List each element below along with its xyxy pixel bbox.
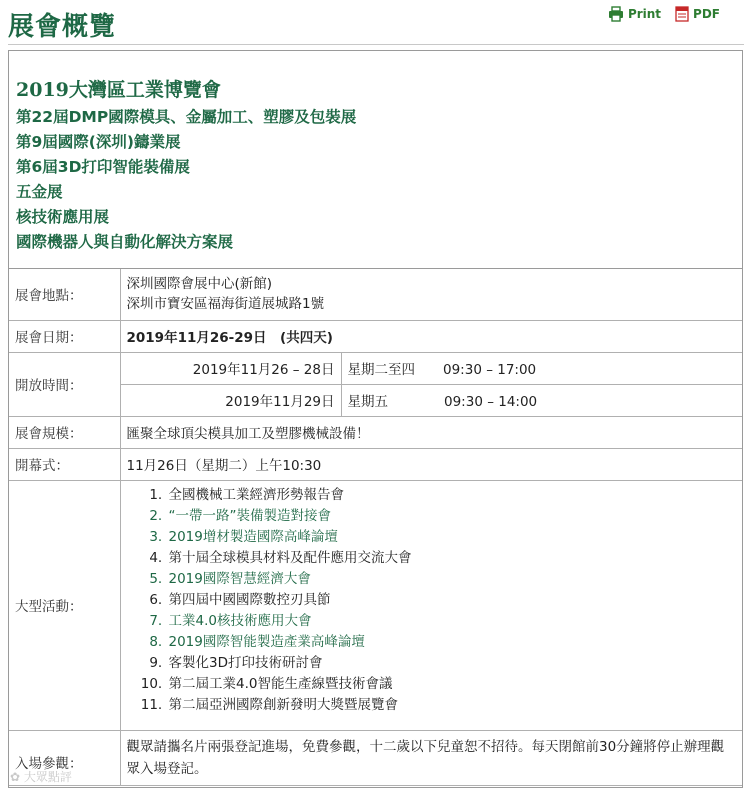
hours-detail	[341, 352, 742, 384]
events-list	[127, 485, 737, 716]
table-row	[9, 480, 742, 730]
hours-time: 09:30 – 14:00	[444, 394, 538, 410]
overview-box	[8, 50, 743, 788]
table-row	[9, 448, 742, 480]
hours-date: 2019年11月26 – 28日	[120, 352, 341, 384]
info-table	[9, 269, 742, 786]
list-item: 6. 第四屆中國國際數控刃具節	[167, 590, 737, 611]
event-link[interactable]: 3. 2019增材製造國際高峰論壇	[167, 527, 737, 548]
print-label: Print	[627, 7, 662, 21]
hours-days: 星期二至四	[347, 362, 415, 378]
list-item: 9. 客製化3D打印技術研討會	[167, 653, 737, 674]
pdf-label: PDF	[693, 7, 720, 21]
exhibition-subtitle: 核技術應用展	[16, 208, 110, 226]
events-cell	[120, 480, 742, 730]
print-button[interactable]	[608, 6, 661, 22]
admission-value: 觀眾請攜名片兩張登記進場，免費參觀，十二歲以下兒童恕不招待。每天閉館前30分鐘將停止辦理觀眾入場登記。	[120, 730, 742, 785]
venue-name: 深圳國際會展中心(新館)	[126, 276, 273, 293]
printer-icon	[608, 6, 624, 22]
list-item: 10. 第二屆工業4.0智能生產線暨技術會議	[167, 674, 737, 695]
scale-label: 展會規模：	[9, 416, 120, 448]
table-row	[9, 320, 742, 352]
table-row	[9, 269, 742, 320]
opening-value: 11月26日（星期二）上午10:30	[120, 448, 742, 480]
events-label: 大型活動：	[9, 480, 120, 730]
date-value: 2019年11月26-29日 (共四天)	[120, 320, 742, 352]
title-divider	[8, 44, 744, 45]
page-title: 展會概覽	[8, 12, 117, 42]
hours-time: 09:30 – 17:00	[443, 362, 537, 378]
pdf-button[interactable]	[675, 6, 720, 22]
exhibition-subtitle: 第9屆國際(深圳)鑄業展	[16, 133, 181, 151]
venue-label: 展會地點：	[9, 269, 120, 320]
list-item: 1. 全國機械工業經濟形勢報告會	[167, 485, 737, 506]
exhibition-header	[9, 51, 742, 269]
exhibition-subtitle: 第6屆3D打印智能裝備展	[16, 158, 190, 176]
date-label: 展會日期：	[9, 320, 120, 352]
scale-value: 匯聚全球頂尖模具加工及塑膠機械設備！	[120, 416, 742, 448]
hours-days: 星期五	[347, 394, 388, 410]
hours-label: 開放時間：	[9, 352, 120, 416]
hours-detail	[341, 384, 742, 416]
watermark-text: 大眾點評	[23, 770, 72, 784]
exhibition-main-title: 2019大灣區工業博覽會	[16, 79, 221, 101]
venue-value	[120, 269, 742, 320]
watermark-logo	[10, 768, 72, 785]
exhibition-subtitle: 五金展	[16, 183, 63, 201]
exhibition-subtitle: 第22屆DMP國際模具、金屬加工、塑膠及包裝展	[16, 108, 357, 126]
exhibition-subtitle: 國際機器人與自動化解決方案展	[16, 233, 234, 251]
toolbar	[608, 6, 720, 22]
list-item: 11. 第二屆亞洲國際創新發明大獎暨展覽會	[167, 695, 737, 716]
table-row	[9, 416, 742, 448]
event-link[interactable]: 2. “一帶一路”裝備製造對接會	[167, 506, 737, 527]
venue-address: 深圳市寶安區福海街道展城路1號	[126, 296, 325, 313]
watermark-icon: ✿	[10, 770, 24, 784]
table-row	[9, 352, 742, 384]
pdf-icon	[675, 6, 689, 22]
opening-label: 開幕式：	[9, 448, 120, 480]
event-link[interactable]: 7. 工業4.0核技術應用大會	[167, 611, 737, 632]
table-row	[9, 730, 742, 785]
list-item: 4. 第十屆全球模具材料及配件應用交流大會	[167, 548, 737, 569]
event-link[interactable]: 8. 2019國際智能製造產業高峰論壇	[167, 632, 737, 653]
admission-label: 入場參觀：	[9, 730, 120, 785]
event-link[interactable]: 5. 2019國際智慧經濟大會	[167, 569, 737, 590]
hours-date: 2019年11月29日	[120, 384, 341, 416]
